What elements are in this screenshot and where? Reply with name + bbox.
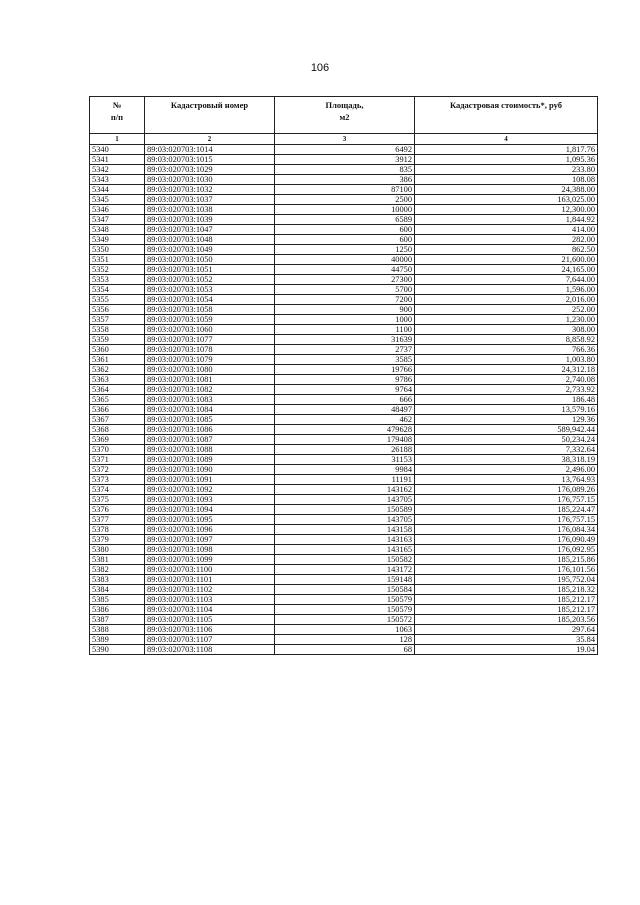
table-row [90,395,598,405]
row-number-cell: 5347 [90,215,145,225]
cadastral-number-cell: 89:03:020703:1108 [145,645,275,655]
row-number-cell: 5351 [90,255,145,265]
table-row [90,245,598,255]
header-area: Площадь, м2 [275,97,415,134]
cadastral-cost-cell: 50,234.24 [415,435,598,445]
cadastral-number-cell: 89:03:020703:1092 [145,485,275,495]
cadastral-cost-cell: 252.00 [415,305,598,315]
area-cell: 159148 [275,575,415,585]
cadastral-number-cell: 89:03:020703:1029 [145,165,275,175]
cadastral-cost-cell: 414.00 [415,225,598,235]
row-number-cell: 5376 [90,505,145,515]
cadastral-cost-cell: 185,218.32 [415,585,598,595]
cadastral-cost-cell: 1,596.00 [415,285,598,295]
row-number-cell: 5359 [90,335,145,345]
cadastral-cost-cell: 185,215.86 [415,555,598,565]
table-row [90,425,598,435]
cadastral-number-cell: 89:03:020703:1051 [145,265,275,275]
area-cell: 11191 [275,475,415,485]
area-cell: 128 [275,635,415,645]
area-cell: 150572 [275,615,415,625]
table-row [90,465,598,475]
cadastral-cost-cell: 176,090.49 [415,535,598,545]
cadastral-number-cell: 89:03:020703:1089 [145,455,275,465]
row-number-cell: 5378 [90,525,145,535]
header-row-number: № п/п [90,97,145,134]
table-row [90,645,598,655]
cadastral-cost-cell: 766.36 [415,345,598,355]
table-row [90,345,598,355]
row-number-cell: 5353 [90,275,145,285]
table-row [90,635,598,645]
row-number-cell: 5366 [90,405,145,415]
cadastral-cost-cell: 2,016.00 [415,295,598,305]
cadastral-cost-cell: 862.50 [415,245,598,255]
area-cell: 68 [275,645,415,655]
area-cell: 87100 [275,185,415,195]
table-row [90,355,598,365]
area-cell: 386 [275,175,415,185]
cadastral-number-cell: 89:03:020703:1091 [145,475,275,485]
area-cell: 9786 [275,375,415,385]
area-cell: 143163 [275,535,415,545]
table-row [90,505,598,515]
column-number: 3 [275,134,415,145]
cadastral-cost-cell: 176,101.56 [415,565,598,575]
area-cell: 2500 [275,195,415,205]
cadastral-number-cell: 89:03:020703:1052 [145,275,275,285]
area-cell: 600 [275,235,415,245]
cadastral-number-cell: 89:03:020703:1030 [145,175,275,185]
table-row [90,615,598,625]
cadastral-cost-cell: 129.36 [415,415,598,425]
area-cell: 48497 [275,405,415,415]
table-row [90,385,598,395]
cadastral-cost-cell: 7,332.64 [415,445,598,455]
cadastral-cost-cell: 12,300.00 [415,205,598,215]
cadastral-number-cell: 89:03:020703:1095 [145,515,275,525]
area-cell: 1100 [275,325,415,335]
table-row [90,195,598,205]
cadastral-cost-cell: 176,084.34 [415,525,598,535]
column-number: 2 [145,134,275,145]
cadastral-number-cell: 89:03:020703:1049 [145,245,275,255]
table-row [90,155,598,165]
header-cadastral-number: Кадастровый номер [145,97,275,134]
cadastral-number-cell: 89:03:020703:1078 [145,345,275,355]
area-cell: 3585 [275,355,415,365]
row-number-cell: 5385 [90,595,145,605]
area-cell: 835 [275,165,415,175]
cadastral-number-cell: 89:03:020703:1087 [145,435,275,445]
cadastral-number-cell: 89:03:020703:1014 [145,145,275,155]
cadastral-number-cell: 89:03:020703:1093 [145,495,275,505]
cadastral-number-cell: 89:03:020703:1101 [145,575,275,585]
row-number-cell: 5367 [90,415,145,425]
cadastral-cost-cell: 176,092.95 [415,545,598,555]
table-row [90,145,598,155]
table-row [90,405,598,415]
row-number-cell: 5371 [90,455,145,465]
cadastral-number-cell: 89:03:020703:1058 [145,305,275,315]
area-cell: 1063 [275,625,415,635]
table-row [90,625,598,635]
cadastral-cost-cell: 108.08 [415,175,598,185]
cadastral-cost-cell: 24,312.18 [415,365,598,375]
area-cell: 179408 [275,435,415,445]
area-cell: 666 [275,395,415,405]
row-number-cell: 5340 [90,145,145,155]
cadastral-cost-cell: 185,212.17 [415,595,598,605]
cadastral-cost-cell: 8,858.92 [415,335,598,345]
area-cell: 19766 [275,365,415,375]
row-number-cell: 5388 [90,625,145,635]
row-number-cell: 5370 [90,445,145,455]
cadastral-number-cell: 89:03:020703:1054 [145,295,275,305]
cadastral-number-cell: 89:03:020703:1079 [145,355,275,365]
area-cell: 3912 [275,155,415,165]
table-row [90,455,598,465]
table-row [90,585,598,595]
cadastral-cost-cell: 1,844.92 [415,215,598,225]
area-cell: 1250 [275,245,415,255]
cadastral-cost-cell: 38,318.19 [415,455,598,465]
area-cell: 27300 [275,275,415,285]
table-row [90,515,598,525]
table-row [90,265,598,275]
row-number-cell: 5379 [90,535,145,545]
cadastral-cost-cell: 2,733.92 [415,385,598,395]
cadastral-cost-cell: 176,089.26 [415,485,598,495]
cadastral-cost-cell: 233.80 [415,165,598,175]
row-number-cell: 5360 [90,345,145,355]
row-number-cell: 5381 [90,555,145,565]
area-cell: 10000 [275,205,415,215]
area-cell: 5700 [275,285,415,295]
row-number-cell: 5355 [90,295,145,305]
row-number-cell: 5389 [90,635,145,645]
area-cell: 900 [275,305,415,315]
page-number: 106 [310,62,330,74]
row-number-cell: 5362 [90,365,145,375]
table-row [90,315,598,325]
area-cell: 143705 [275,515,415,525]
table-row [90,325,598,335]
row-number-cell: 5358 [90,325,145,335]
cadastral-cost-cell: 24,388.00 [415,185,598,195]
cadastral-number-cell: 89:03:020703:1105 [145,615,275,625]
table-row [90,335,598,345]
area-cell: 150584 [275,585,415,595]
area-cell: 6589 [275,215,415,225]
cadastral-cost-cell: 13,579.16 [415,405,598,415]
area-cell: 44750 [275,265,415,275]
area-cell: 2737 [275,345,415,355]
cadastral-number-cell: 89:03:020703:1086 [145,425,275,435]
cadastral-number-cell: 89:03:020703:1099 [145,555,275,565]
cadastral-number-cell: 89:03:020703:1085 [145,415,275,425]
row-number-cell: 5369 [90,435,145,445]
cadastral-cost-cell: 1,817.76 [415,145,598,155]
cadastral-cost-cell: 7,644.00 [415,275,598,285]
row-number-cell: 5341 [90,155,145,165]
cadastral-cost-cell: 282.00 [415,235,598,245]
cadastral-number-cell: 89:03:020703:1088 [145,445,275,455]
cadastral-number-cell: 89:03:020703:1094 [145,505,275,515]
cadastral-cost-cell: 1,230.00 [415,315,598,325]
row-number-cell: 5390 [90,645,145,655]
row-number-cell: 5374 [90,485,145,495]
column-number: 1 [90,134,145,145]
cadastral-cost-cell: 297.64 [415,625,598,635]
cadastral-cost-cell: 13,764.93 [415,475,598,485]
cadastral-number-cell: 89:03:020703:1032 [145,185,275,195]
table-row [90,305,598,315]
row-number-cell: 5364 [90,385,145,395]
table-row [90,555,598,565]
area-cell: 9984 [275,465,415,475]
row-number-cell: 5375 [90,495,145,505]
area-cell: 40000 [275,255,415,265]
cadastral-number-cell: 89:03:020703:1081 [145,375,275,385]
cadastral-number-cell: 89:03:020703:1050 [145,255,275,265]
table-row [90,605,598,615]
cadastral-cost-cell: 185,203.56 [415,615,598,625]
area-cell: 143172 [275,565,415,575]
area-cell: 600 [275,225,415,235]
row-number-cell: 5380 [90,545,145,555]
cadastral-number-cell: 89:03:020703:1083 [145,395,275,405]
cadastral-cost-cell: 163,025.00 [415,195,598,205]
row-number-cell: 5357 [90,315,145,325]
table-row [90,205,598,215]
table-row [90,485,598,495]
header-row [90,97,598,134]
row-number-cell: 5346 [90,205,145,215]
cadastral-cost-cell: 176,757.15 [415,495,598,505]
row-number-cell: 5348 [90,225,145,235]
column-number: 4 [415,134,598,145]
table-row [90,255,598,265]
cadastral-number-cell: 89:03:020703:1060 [145,325,275,335]
row-number-cell: 5383 [90,575,145,585]
table-row [90,185,598,195]
cadastral-number-cell: 89:03:020703:1102 [145,585,275,595]
row-number-cell: 5361 [90,355,145,365]
area-cell: 7200 [275,295,415,305]
table-row [90,545,598,555]
cadastral-number-cell: 89:03:020703:1047 [145,225,275,235]
cadastral-cost-cell: 35.84 [415,635,598,645]
cadastral-cost-cell: 308.00 [415,325,598,335]
row-number-cell: 5342 [90,165,145,175]
cadastral-number-cell: 89:03:020703:1104 [145,605,275,615]
cadastral-cost-cell: 2,496.00 [415,465,598,475]
cadastral-number-cell: 89:03:020703:1080 [145,365,275,375]
row-number-cell: 5373 [90,475,145,485]
cadastral-number-cell: 89:03:020703:1037 [145,195,275,205]
cadastral-number-cell: 89:03:020703:1084 [145,405,275,415]
table-row [90,575,598,585]
area-cell: 143162 [275,485,415,495]
area-cell: 6492 [275,145,415,155]
table-row [90,595,598,605]
table-row [90,475,598,485]
cadastral-cost-cell: 185,212.17 [415,605,598,615]
cadastral-number-cell: 89:03:020703:1103 [145,595,275,605]
area-cell: 1000 [275,315,415,325]
area-cell: 143165 [275,545,415,555]
area-cell: 150579 [275,595,415,605]
table-row [90,165,598,175]
table-row [90,565,598,575]
table-row [90,235,598,245]
table-row [90,445,598,455]
area-cell: 143158 [275,525,415,535]
area-cell: 143705 [275,495,415,505]
row-number-cell: 5382 [90,565,145,575]
row-number-cell: 5356 [90,305,145,315]
table-row [90,175,598,185]
cadastral-cost-cell: 19.04 [415,645,598,655]
table-row [90,295,598,305]
cadastral-number-cell: 89:03:020703:1053 [145,285,275,295]
cadastral-number-cell: 89:03:020703:1038 [145,205,275,215]
row-number-cell: 5363 [90,375,145,385]
cadastral-cost-cell: 176,757.15 [415,515,598,525]
area-cell: 26188 [275,445,415,455]
table-row [90,535,598,545]
area-cell: 150582 [275,555,415,565]
table-row [90,435,598,445]
area-cell: 9764 [275,385,415,395]
cadastral-number-cell: 89:03:020703:1097 [145,535,275,545]
cadastral-number-cell: 89:03:020703:1096 [145,525,275,535]
cadastral-cost-cell: 186.48 [415,395,598,405]
table-row [90,365,598,375]
table-row [90,215,598,225]
table-row [90,375,598,385]
table-row [90,415,598,425]
table-row [90,525,598,535]
row-number-cell: 5354 [90,285,145,295]
cadastral-cost-cell: 24,165.00 [415,265,598,275]
cadastral-cost-cell: 1,095.36 [415,155,598,165]
table-row [90,285,598,295]
cadastral-number-cell: 89:03:020703:1039 [145,215,275,225]
area-cell: 150579 [275,605,415,615]
row-number-cell: 5350 [90,245,145,255]
cadastral-cost-cell: 195,752.04 [415,575,598,585]
row-number-cell: 5384 [90,585,145,595]
cadastral-cost-cell: 589,942.44 [415,425,598,435]
row-number-cell: 5344 [90,185,145,195]
table-row [90,275,598,285]
cadastral-number-cell: 89:03:020703:1090 [145,465,275,475]
area-cell: 462 [275,415,415,425]
cadastral-cost-cell: 185,224.47 [415,505,598,515]
row-number-cell: 5365 [90,395,145,405]
cadastral-number-cell: 89:03:020703:1059 [145,315,275,325]
column-numbers-row [90,134,598,145]
cadastral-cost-cell: 21,600.00 [415,255,598,265]
area-cell: 31639 [275,335,415,345]
cadastral-number-cell: 89:03:020703:1100 [145,565,275,575]
row-number-cell: 5343 [90,175,145,185]
row-number-cell: 5372 [90,465,145,475]
row-number-cell: 5387 [90,615,145,625]
cadastral-number-cell: 89:03:020703:1098 [145,545,275,555]
row-number-cell: 5368 [90,425,145,435]
row-number-cell: 5349 [90,235,145,245]
cadastral-number-cell: 89:03:020703:1048 [145,235,275,245]
row-number-cell: 5377 [90,515,145,525]
cadastral-number-cell: 89:03:020703:1082 [145,385,275,395]
cadastral-number-cell: 89:03:020703:1106 [145,625,275,635]
cadastral-number-cell: 89:03:020703:1077 [145,335,275,345]
area-cell: 31153 [275,455,415,465]
cadastral-cost-cell: 1,003.80 [415,355,598,365]
area-cell: 479628 [275,425,415,435]
table-row [90,495,598,505]
header-cadastral-cost: Кадастровая стоимость*, руб [415,97,598,134]
row-number-cell: 5345 [90,195,145,205]
area-cell: 150589 [275,505,415,515]
row-number-cell: 5386 [90,605,145,615]
cadastral-table [89,96,598,655]
cadastral-number-cell: 89:03:020703:1015 [145,155,275,165]
table-body [90,145,598,655]
table-row [90,225,598,235]
cadastral-number-cell: 89:03:020703:1107 [145,635,275,645]
cadastral-cost-cell: 2,740.08 [415,375,598,385]
row-number-cell: 5352 [90,265,145,275]
